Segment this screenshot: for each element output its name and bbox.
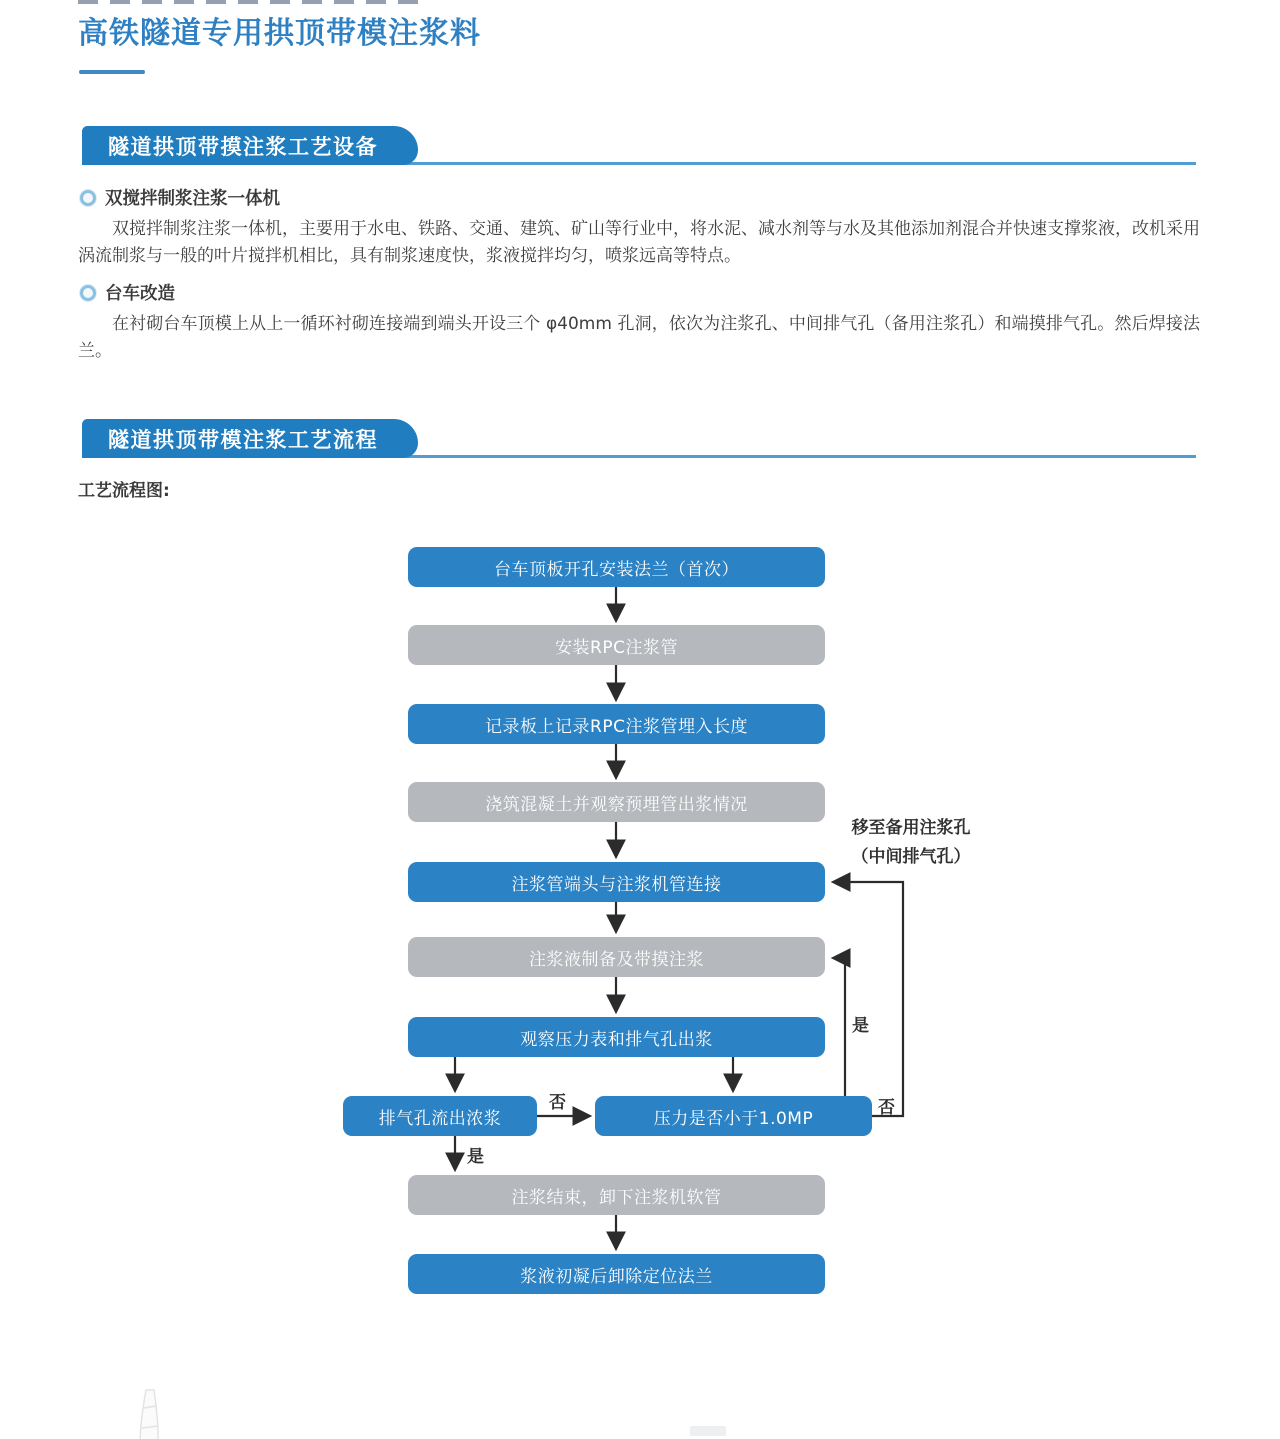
flow-node-observe-pressure-gauge: 观察压力表和排气孔出浆 <box>408 1017 825 1057</box>
edge-label-yes: 是 <box>467 1147 484 1167</box>
flow-node-grouting-finished: 注浆结束，卸下注浆机软管 <box>408 1175 825 1215</box>
flow-node-pressure-check: 压力是否小于1.0MP <box>595 1096 872 1136</box>
tower-watermark <box>118 1388 182 1439</box>
flow-node-record-pipe-length: 记录板上记录RPC注浆管埋入长度 <box>408 704 825 744</box>
flow-node-prepare-grout: 注浆液制备及带摸注浆 <box>408 937 825 977</box>
edge-label-yes-loop: 是 <box>852 1016 869 1036</box>
flow-node-drill-install-flange: 台车顶板开孔安装法兰（首次） <box>408 547 825 587</box>
equipment-item-trolley <box>80 280 175 305</box>
page-title: 高铁隧道专用拱顶带模注浆料 <box>78 16 481 51</box>
flow-node-vent-hole-thick-slurry: 排气孔流出浓浆 <box>343 1096 537 1136</box>
section-process-banner: 隧道拱顶带模注浆工艺流程 <box>82 419 418 458</box>
edge-label-no-loop: 否 <box>878 1098 895 1118</box>
loop-annotation-line2: （中间排气孔） <box>851 847 971 867</box>
cutoff-text-artifact <box>78 0 423 4</box>
flow-node-pour-concrete-observe: 浇筑混凝土并观察预埋管出浆情况 <box>408 782 825 822</box>
equipment-item-mixer-label: 双搅拌制浆注浆一体机 <box>105 189 280 209</box>
flow-node-connect-grout-machine: 注浆管端头与注浆机管连接 <box>408 862 825 902</box>
loop-annotation <box>798 814 1024 872</box>
bullet-ring-icon <box>80 190 96 206</box>
section-equipment-banner-row <box>82 126 1196 165</box>
flow-diagram-caption: 工艺流程图: <box>78 481 170 501</box>
flow-node-install-rpc-pipe: 安装RPC注浆管 <box>408 625 825 665</box>
flow-node-remove-flange: 浆液初凝后卸除定位法兰 <box>408 1254 825 1294</box>
equipment-item-trolley-label: 台车改造 <box>105 284 175 304</box>
title-underline <box>79 70 145 74</box>
section-process-banner-row <box>82 419 1196 458</box>
equipment-item-mixer <box>80 185 280 210</box>
bullet-ring-icon <box>80 285 96 301</box>
equipment-item-trolley-body: 在衬砌台车顶模上从上一循环衬砌连接端到端头开设三个 φ40mm 孔洞，依次为注浆孔、中间排气孔（备用注浆孔）和端摸排气孔。然后焊接法兰。 <box>78 314 1200 361</box>
equipment-item-mixer-body: 双搅拌制浆注浆一体机，主要用于水电、铁路、交通、建筑、矿山等行业中，将水泥、减水剂等与水及其他添加剂混合并快速支撑浆液，改机采用涡流制浆与一般的叶片搅拌机相比，具有制浆速度快，浆液搅拌均匀，喷浆远高等特点。 <box>78 219 1200 266</box>
page-edge-artifact <box>690 1426 726 1436</box>
section-equipment-banner: 隧道拱顶带摸注浆工艺设备 <box>82 126 418 165</box>
edge-label-no: 否 <box>549 1093 566 1113</box>
process-flowchart <box>0 530 1280 1350</box>
loop-annotation-line1: 移至备用注浆孔 <box>851 818 971 838</box>
